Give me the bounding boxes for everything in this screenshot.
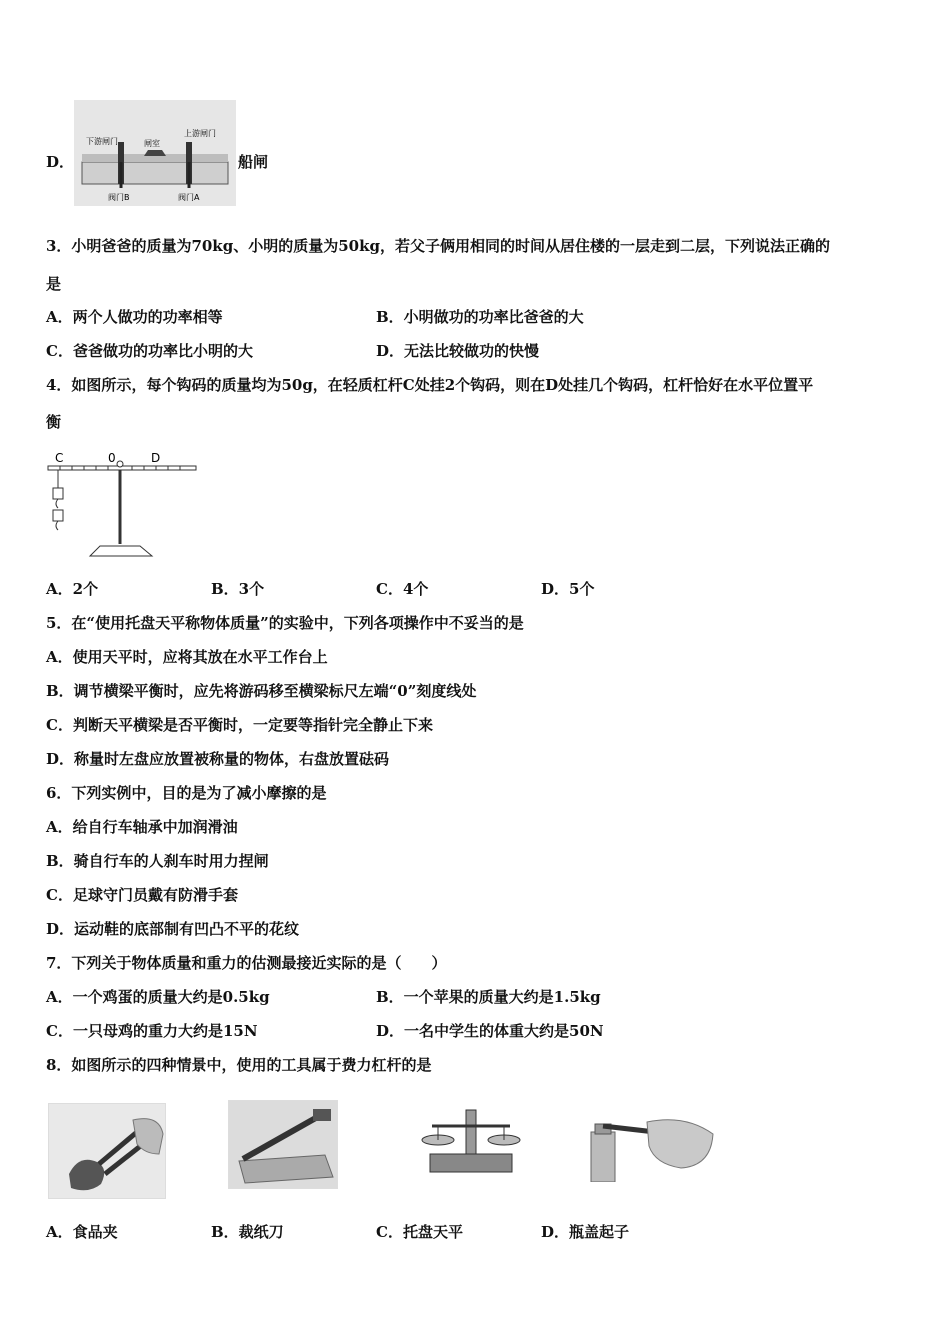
q5-option-c: C．判断天平横梁是否平衡时，一定要等指针完全静止下来 xyxy=(46,716,433,734)
q4-stem-line1: 4．如图所示，每个钩码的质量均为50g，在轻质杠杆C处挂2个钩码，则在D处挂几个钩码，杠杆恰好在水平位置平 xyxy=(46,376,814,394)
q8-option-b: B．裁纸刀 xyxy=(211,1223,284,1241)
lock-label-downstream-gate: 下游闸门 xyxy=(86,137,118,146)
tray-balance-image xyxy=(415,1103,527,1181)
q7-option-a: A．一个鸡蛋的质量大约是0.5kg xyxy=(46,988,270,1006)
q5-option-b: B．调节横梁平衡时，应先将游码移至横梁标尺左端“0”刻度线处 xyxy=(46,682,477,700)
q6-option-d: D．运动鞋的底部制有凹凸不平的花纹 xyxy=(46,920,300,938)
q6-option-b: B．骑自行车的人刹车时用力捏闸 xyxy=(46,852,269,870)
q5-option-d: D．称量时左盘应放置被称量的物体，右盘放置砝码 xyxy=(46,750,390,768)
lock-label-valve-b: 阀门B xyxy=(108,193,130,202)
q8-stem: 8．如图所示的四种情景中，使用的工具属于费力杠杆的是 xyxy=(46,1056,432,1074)
q3-option-c: C．爸爸做功的功率比小明的大 xyxy=(46,342,253,360)
q7-stem: 7．下列关于物体质量和重力的估测最接近实际的是（ ） xyxy=(46,954,447,972)
q6-option-c: C．足球守门员戴有防滑手套 xyxy=(46,886,238,904)
q7-option-b: B．一个苹果的质量大约是1.5kg xyxy=(376,988,601,1006)
q6-option-a: A．给自行车轴承中加润滑油 xyxy=(46,818,238,836)
q2-option-d-caption: 船闸 xyxy=(238,153,269,171)
q7-option-c: C．一只母鸡的重力大约是15N xyxy=(46,1022,258,1040)
q8-option-d: D．瓶盖起子 xyxy=(541,1223,630,1241)
lever-label-d: D xyxy=(151,451,161,465)
paper-cutter-image xyxy=(228,1100,338,1189)
lever-figure xyxy=(44,446,200,562)
q2-option-d-label: D． xyxy=(46,153,75,171)
q3-option-a: A．两个人做功的功率相等 xyxy=(46,308,223,326)
q4-option-a: A．2个 xyxy=(46,580,99,598)
q3-option-b: B．小明做功的功率比爸爸的大 xyxy=(376,308,584,326)
q8-option-c: C．托盘天平 xyxy=(376,1223,463,1241)
lever-label-c: C xyxy=(55,451,64,465)
lever-label-o: 0 xyxy=(108,451,116,465)
q3-stem-line2: 是 xyxy=(46,275,62,293)
food-tongs-image xyxy=(48,1103,166,1199)
q7-option-d: D．一名中学生的体重大约是50N xyxy=(376,1022,604,1040)
q4-option-c: C．4个 xyxy=(376,580,429,598)
bottle-opener-image xyxy=(584,1105,718,1183)
q8-option-a: A．食品夹 xyxy=(46,1223,118,1241)
ship-lock-figure xyxy=(74,100,236,206)
lock-label-valve-a: 阀门A xyxy=(178,193,200,202)
q6-stem: 6．下列实例中，目的是为了减小摩擦的是 xyxy=(46,784,327,802)
q4-option-d: D．5个 xyxy=(541,580,595,598)
q4-stem-line2: 衡 xyxy=(46,413,62,431)
q5-option-a: A．使用天平时，应将其放在水平工作台上 xyxy=(46,648,328,666)
q4-option-b: B．3个 xyxy=(211,580,265,598)
q3-option-d: D．无法比较做功的快慢 xyxy=(376,342,540,360)
q5-stem: 5．在“使用托盘天平称物体质量”的实验中，下列各项操作中不妥当的是 xyxy=(46,614,524,632)
q3-stem-line1: 3．小明爸爸的质量为70kg、小明的质量为50kg，若父子俩用相同的时间从居住楼的一层走到二层，下列说法正确的 xyxy=(46,237,830,255)
lock-label-upstream-gate: 上游闸门 xyxy=(184,129,216,138)
lock-label-chamber: 闸室 xyxy=(144,139,160,148)
